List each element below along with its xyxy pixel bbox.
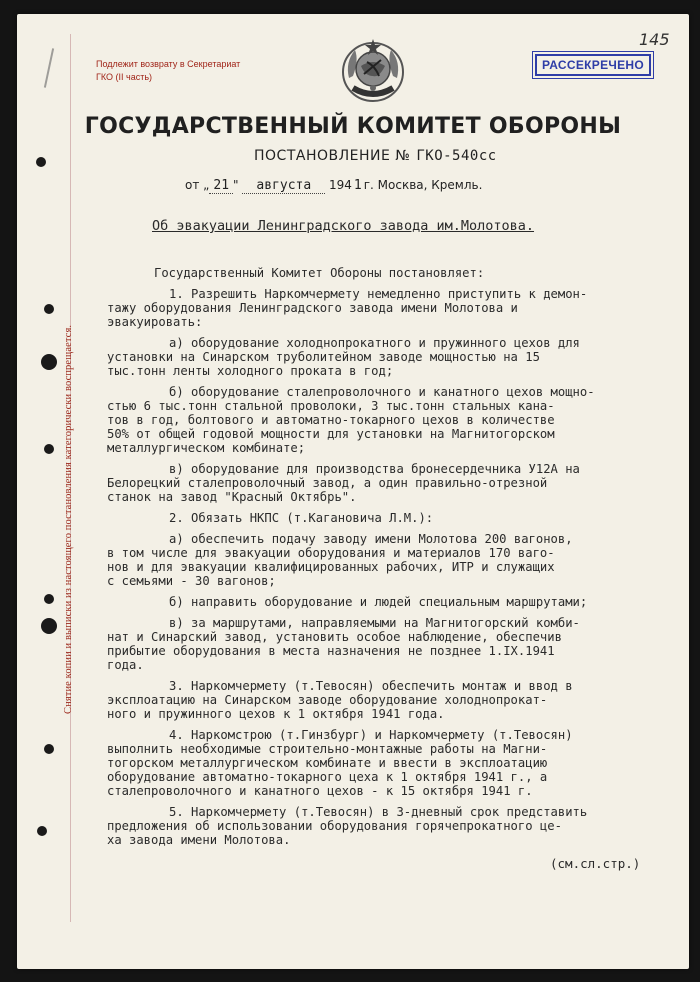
text-line: нов и для эвакуации квалифицированных рабочих, ИТР и служащих	[107, 560, 555, 574]
archive-page-number: 145	[639, 30, 670, 49]
text-line: в) за маршрутами, направляемыми на Магнитогорский комби-	[169, 616, 580, 630]
punch-hole	[37, 826, 47, 836]
paragraph-1	[107, 287, 667, 329]
paragraph-2b	[107, 595, 667, 609]
committee-title: ГОСУДАРСТВЕННЫЙ КОМИТЕТ ОБОРОНЫ	[84, 114, 622, 139]
text-line: тажу оборудования Ленинградского завода имени Молотова и	[107, 301, 518, 315]
text-line: а) оборудование холоднопрокатного и пружинного цехов для	[169, 336, 580, 350]
punch-hole	[41, 618, 57, 634]
text-line: 2. Обязать НКПС (т.Кагановича Л.М.):	[169, 511, 434, 525]
decree-heading	[254, 148, 497, 164]
punch-hole	[36, 157, 46, 167]
text-line: тов в год, болтового и автоматно-токарного цехов в количестве	[107, 413, 555, 427]
date-line	[185, 178, 482, 193]
text-line: б) оборудование сталепроволочного и канатного цехов мощно-	[169, 385, 595, 399]
text-line: ха завода имени Молотова.	[107, 833, 291, 847]
text-line: металлургическом комбинате;	[107, 441, 306, 455]
text-line: предложения об использовании оборудования горячепрокатного це-	[107, 819, 562, 833]
text-line: а) обеспечить подачу заводу имени Молотова 200 вагонов,	[169, 532, 573, 546]
paragraph-2a	[107, 532, 667, 588]
text-line: года.	[107, 658, 144, 672]
decree-intro: Государственный Комитет Обороны постановляет:	[154, 266, 485, 280]
text-line: установки на Синарском труболитейном заводе мощностью на 15	[107, 350, 540, 364]
decree-label: ПОСТАНОВЛЕНИЕ №	[254, 148, 411, 164]
text-line: тогорском металлургическом комбинате и ввести в эксплоатацию	[107, 756, 548, 770]
text-line: эксплоатацию на Синарском заводе оборудование холоднопрокат-	[107, 693, 548, 707]
return-note-line: Подлежит возврату в Секретариат	[96, 59, 241, 69]
paragraph-2	[107, 511, 667, 525]
punch-hole	[44, 304, 54, 314]
decree-subject: Об эвакуации Ленинградского завода им.Молотова.	[152, 218, 535, 234]
decree-number: ГКО-540сс	[416, 148, 497, 164]
paragraph-2c	[107, 616, 667, 672]
state-emblem-icon	[339, 36, 407, 104]
text-line: прибытие оборудования в места назначения не позднее 1.IX.1941	[107, 644, 555, 658]
date-day: 21	[209, 178, 233, 194]
text-line: в том числе для эвакуации оборудования и материалов 170 ваго-	[107, 546, 555, 560]
continuation-note: (см.сл.стр.)	[550, 856, 641, 871]
text-line: сталепроволочного и канатного цехов - к 15 октября 1941 г.	[107, 784, 533, 798]
paragraph-5	[107, 805, 667, 847]
paragraph-1a	[107, 336, 667, 378]
return-note-line: ГКО (II часть)	[96, 72, 153, 82]
paragraph-4	[107, 728, 667, 798]
date-year-digit: 1	[353, 178, 362, 193]
return-note	[96, 58, 240, 84]
text-line: выполнить необходимые строительно-монтажные работы на Магни-	[107, 742, 548, 756]
punch-hole	[44, 594, 54, 604]
punch-hole	[44, 444, 54, 454]
punch-hole	[44, 744, 54, 754]
paragraph-1b	[107, 385, 667, 455]
text-line: 5. Наркомчермету (т.Тевосян) в 3-дневный срок представить	[169, 805, 588, 819]
document-page	[17, 14, 689, 969]
text-line: нат и Синарский завод, установить особое наблюдение, обеспечив	[107, 630, 562, 644]
text-line: оборудование автоматно-токарного цеха к 1 октября 1941 г., а	[107, 770, 548, 784]
text-line: 50% от общей годовой мощности для установки на Магнитогорском	[107, 427, 555, 441]
date-prefix: от „	[185, 178, 210, 192]
copy-prohibition-note: Снятие копии и выписки из настоящего постановления категорически воспрещается.	[63, 324, 74, 714]
text-line: с семьями - 30 вагонов;	[107, 574, 276, 588]
declassified-stamp: РАССЕКРЕЧЕНО	[535, 54, 651, 76]
date-month: августа	[242, 178, 325, 194]
decree-body	[107, 266, 667, 854]
text-line: эвакуировать:	[107, 315, 203, 329]
paragraph-3	[107, 679, 667, 721]
text-line: ного и пружинного цехов к 1 октября 1941 года.	[107, 707, 445, 721]
text-line: 3. Наркомчермету (т.Тевосян) обеспечить монтаж и ввод в	[169, 679, 573, 693]
date-year-prefix: 194	[329, 178, 352, 192]
text-line: станок на завод "Красный Октябрь".	[107, 490, 357, 504]
paragraph-1c	[107, 462, 667, 504]
text-line: в) оборудование для производства бронесердечника У12А на	[169, 462, 580, 476]
date-quote: "	[233, 178, 239, 192]
text-line: стью 6 тыс.тонн стальной проволоки, 3 тыс.тонн стальных кана-	[107, 399, 555, 413]
text-line: 1. Разрешить Наркомчермету немедленно приступить к демон-	[169, 287, 588, 301]
text-line: Белорецкий сталепроволочный завод, а один правильно-отрезной	[107, 476, 548, 490]
text-line: б) направить оборудование и людей специальным маршрутами;	[169, 595, 588, 609]
punch-hole	[41, 354, 57, 370]
text-line: 4. Наркомстрою (т.Гинзбург) и Наркомчермету (т.Тевосян)	[169, 728, 573, 742]
date-place: г. Москва, Кремль.	[363, 178, 483, 192]
pencil-mark	[44, 48, 54, 88]
text-line: тыс.тонн ленты холодного проката в год;	[107, 364, 394, 378]
